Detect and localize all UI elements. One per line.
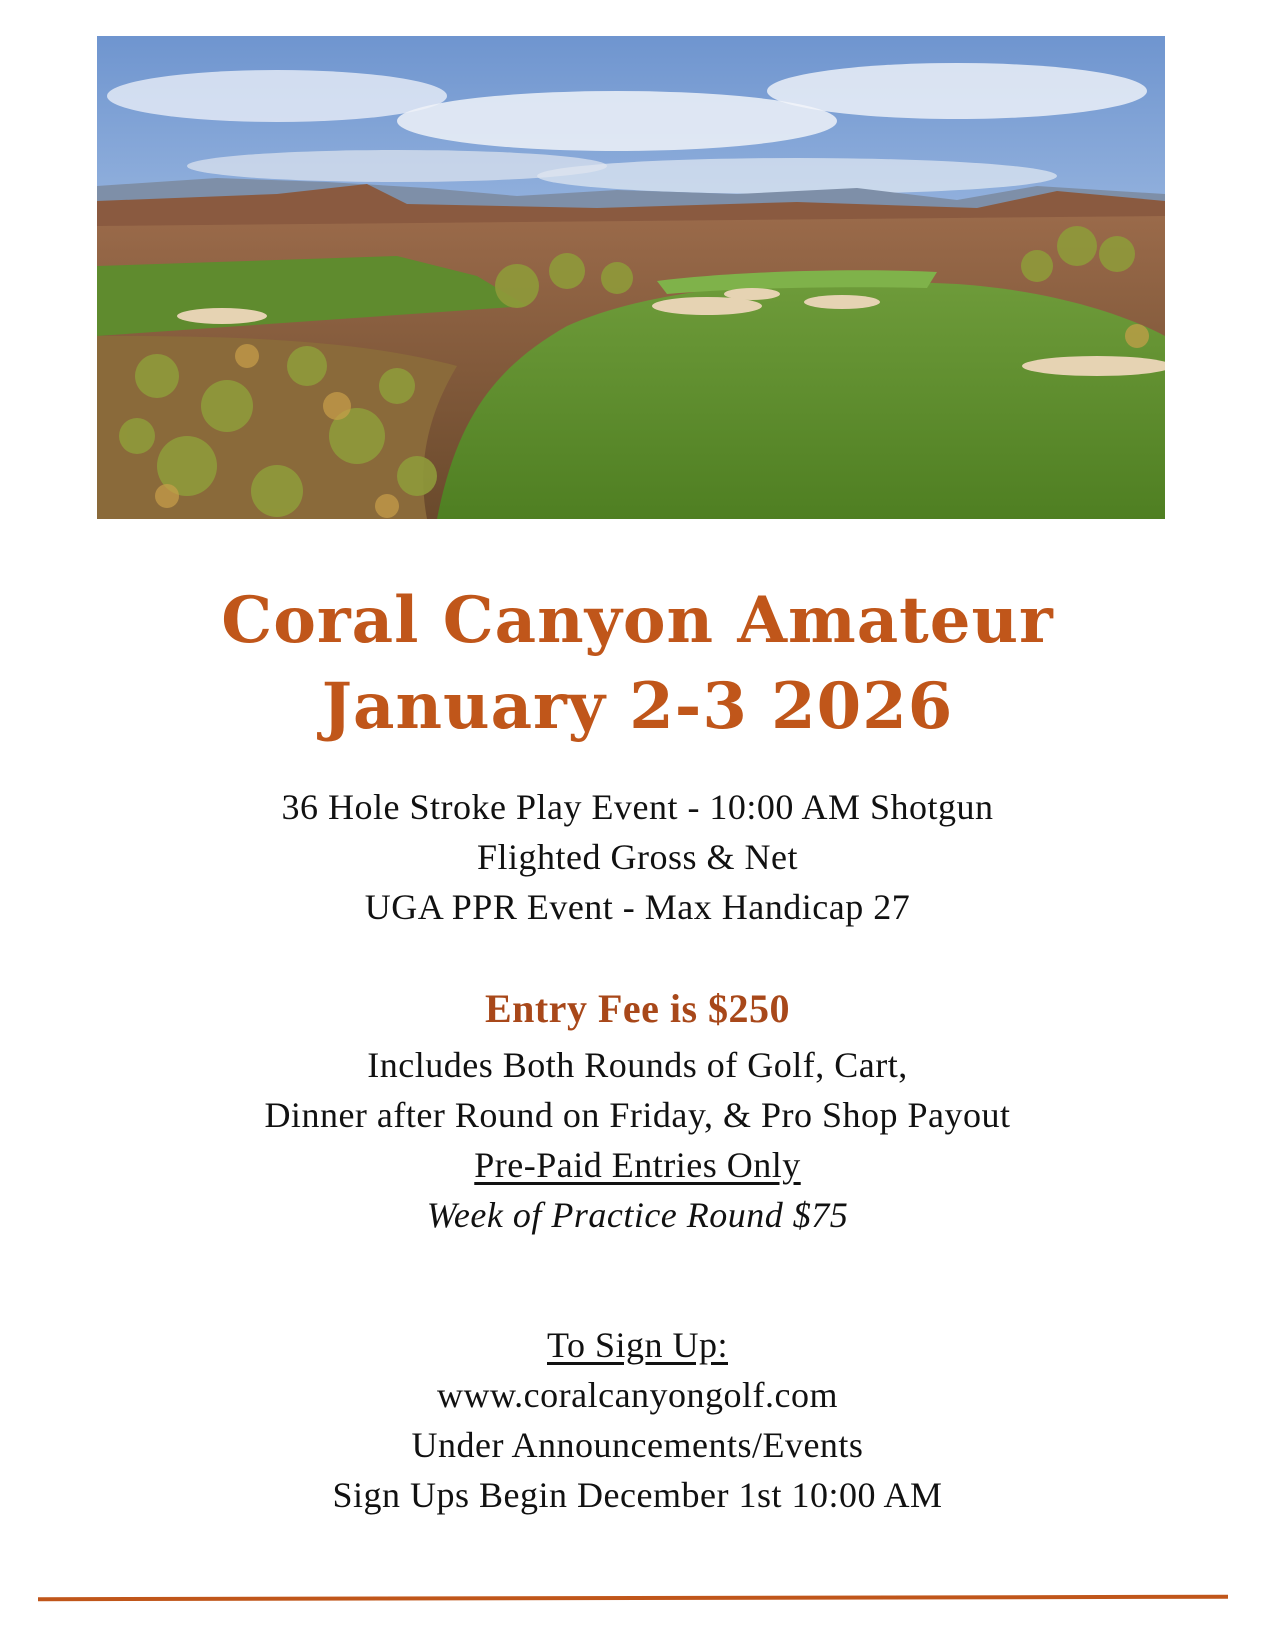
signup-begins: Sign Ups Begin December 1st 10:00 AM <box>332 1475 943 1515</box>
entry-fee-headline: Entry Fee is $250 <box>484 986 791 1031</box>
fee-includes-line-1: Includes Both Rounds of Golf, Cart, <box>367 1045 908 1085</box>
golf-course-landscape-illustration <box>97 36 1165 519</box>
format-line: 36 Hole Stroke Play Event - 10:00 AM Shotgun <box>281 787 994 827</box>
signup-website-link[interactable]: www.coralcanyongolf.com <box>436 1375 839 1415</box>
flight-line: Flighted Gross & Net <box>477 837 798 877</box>
prepaid-note: Pre-Paid Entries Only <box>474 1145 801 1185</box>
handicap-line: UGA PPR Event - Max Handicap 27 <box>364 887 911 927</box>
practice-round-note: Week of Practice Round $75 <box>426 1195 849 1235</box>
signup-location: Under Announcements/Events <box>411 1425 864 1465</box>
fee-includes-line-2: Dinner after Round on Friday, & Pro Shop Payout <box>264 1095 1011 1135</box>
event-dates: January 2-3 2026 <box>321 669 954 744</box>
event-title: Coral Canyon Amateur <box>221 583 1054 658</box>
signup-heading: To Sign Up: <box>547 1325 728 1365</box>
footer-divider <box>38 1595 1228 1601</box>
hero-golf-course-image <box>97 36 1165 519</box>
